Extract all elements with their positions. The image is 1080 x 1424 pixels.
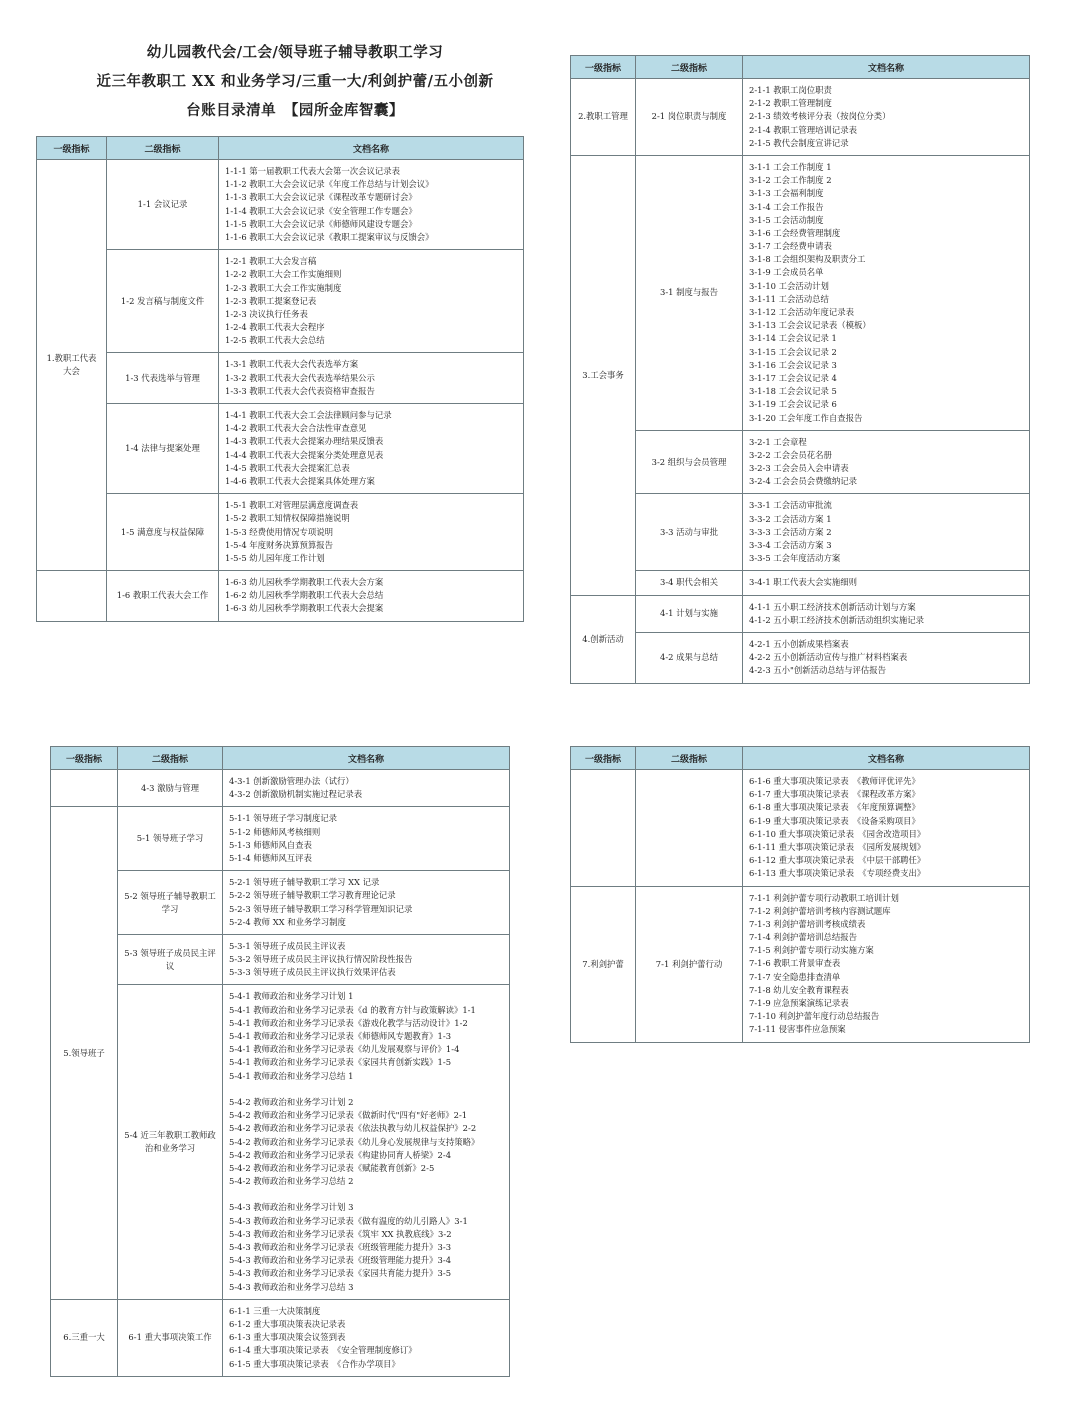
header-docs: 文档名称 (743, 747, 1030, 770)
page-2 (570, 55, 1030, 684)
level2-label: 4-2 成果与总结 (636, 632, 743, 683)
level2-label: 5-1 领导班子学习 (118, 807, 223, 871)
doc-item: 1-5-2 教职工知情权保障措施说明 (225, 513, 350, 524)
doc-item: 6-1-10 重大事项决策记录表 《园舍改造项目》 (749, 828, 926, 839)
level2-label (636, 770, 743, 887)
doc-item (229, 1188, 503, 1201)
doc-item: 1-4-3 教职工代表大会提案办理结果反馈表 (225, 436, 384, 447)
doc-item: 1-2-3 教职工大会工作实施制度 (225, 282, 342, 293)
doc-list (743, 770, 1030, 887)
doc-item: 3-1-2 工会工作制度 2 (749, 175, 832, 186)
level2-label: 3-2 组织与会员管理 (636, 430, 743, 494)
doc-item: 7-1-5 利剑护蕾专项行动实施方案 (749, 945, 874, 956)
doc-item: 4-2-2 五小创新活动宣传与推广材料档案表 (749, 652, 908, 663)
title-line-1: 幼儿园教代会/工会/领导班子辅导教职工学习 (146, 44, 444, 61)
level1-label (37, 571, 107, 622)
table-row (37, 160, 524, 250)
doc-item: 5-4-1 教师政治和业务学习计划 1 (229, 991, 354, 1002)
index-table-3 (50, 746, 510, 1377)
table-row (571, 571, 1030, 595)
level2-label: 4-3 激励与管理 (118, 770, 223, 807)
title-line-2: 近三年教职工 XX 和业务学习/三重一大/利剑护蕾/五小创新 (96, 73, 494, 90)
doc-item: 3-3-4 工会活动方案 3 (749, 540, 832, 550)
doc-item: 6-1-8 重大事项决策记录表 《年度预算调整》 (749, 802, 920, 813)
doc-item: 1-5-3 经费使用情况专项说明 (225, 526, 334, 537)
doc-list (223, 871, 510, 935)
table-row (37, 571, 524, 622)
doc-item: 3-1-17 工会会议记录 4 (749, 372, 837, 383)
doc-item: 5-3-2 领导班子成员民主评议执行情况阶段性报告 (229, 954, 413, 965)
doc-list (219, 160, 524, 250)
table-row (571, 886, 1030, 1042)
doc-item: 5-4-3 教师政治和业务学习记录表《班级管理能力提升》3-4 (229, 1255, 452, 1266)
page-1 (36, 38, 524, 622)
doc-item: 1-4-2 教职工代表大会合法性审查意见 (225, 423, 367, 434)
doc-item: 5-1-1 领导班子学习制度记录 (229, 813, 338, 824)
doc-item: 5-4-2 教师政治和业务学习记录表《做新时代"四有"好老师》2-1 (229, 1110, 468, 1121)
doc-item: 1-2-3 教职工提案登记表 (225, 295, 317, 306)
level2-label: 1-4 法律与提案处理 (107, 404, 219, 494)
doc-item: 3-2-4 工会会员会费缴纳记录 (749, 476, 858, 487)
doc-item: 4-3-2 创新激励机制实施过程记录表 (229, 789, 363, 800)
table-row (571, 155, 1030, 430)
doc-item: 3-1-13 工会会议记录表（模板） (749, 320, 871, 331)
doc-item: 5-4-2 教师政治和业务学习总结 2 (229, 1176, 354, 1187)
level1-label: 6.三重一大 (51, 1299, 118, 1376)
level2-label: 7-1 利剑护蕾行动 (636, 886, 743, 1042)
doc-item: 4-2-1 五小创新成果档案表 (749, 638, 849, 649)
doc-item: 3-1-9 工会成员名单 (749, 267, 824, 278)
doc-item: 5-4-2 教师政治和业务学习记录表《构建协同育人桥梁》2-4 (229, 1149, 452, 1160)
doc-item: 5-4-1 教师政治和业务学习总结 1 (229, 1070, 354, 1081)
doc-item: 5-4-1 教师政治和业务学习记录表《家园共育创新实践》1-5 (229, 1057, 452, 1068)
doc-item (229, 1083, 503, 1096)
doc-item: 1-1-3 教职工大会会议记录《课程改革专题研讨会》 (225, 192, 417, 203)
doc-item: 2-1-1 教职工岗位职责 (749, 85, 832, 95)
table-row (571, 430, 1030, 494)
level2-label: 6-1 重大事项决策工作 (118, 1299, 223, 1376)
doc-item: 1-3-3 教职工代表大会代表资格审查报告 (225, 385, 375, 396)
doc-item: 5-4-3 教师政治和业务学习记录表《筑牢 XX 执教底线》3-2 (229, 1228, 452, 1239)
level2-label: 1-1 会议记录 (107, 160, 219, 250)
doc-item: 5-4-3 教师政治和业务学习记录表《做有温度的幼儿引路人》3-1 (229, 1215, 468, 1226)
doc-item: 5-4-2 教师政治和业务学习记录表《赋能教育创新》2-5 (229, 1162, 435, 1173)
header-docs: 文档名称 (223, 747, 510, 770)
level1-label: 4.创新活动 (571, 595, 636, 683)
doc-item: 5-1-3 师德师风自查表 (229, 839, 312, 850)
table-row (37, 353, 524, 404)
doc-item: 1-6-2 幼儿园秋季学期教职工代表大会总结 (225, 590, 384, 601)
doc-item: 3-1-4 工会工作报告 (749, 201, 824, 212)
doc-item: 7-1-11 侵害事件应急预案 (749, 1024, 846, 1035)
doc-item: 7-1-1 利剑护蕾专项行动教职工培训计划 (749, 892, 899, 903)
table-row (37, 404, 524, 494)
doc-list (219, 494, 524, 571)
doc-item: 5-4-3 教师政治和业务学习记录表《家园共育能力提升》3-5 (229, 1268, 452, 1279)
level2-label: 5-2 领导班子辅导教职工学习 (118, 871, 223, 935)
doc-item: 7-1-6 教职工背景审查表 (749, 958, 841, 969)
doc-item: 3-2-2 工会会员花名册 (749, 449, 832, 460)
doc-list (743, 430, 1030, 494)
doc-item: 3-1-19 工会会议记录 6 (749, 399, 837, 410)
table-row (51, 770, 510, 807)
doc-item: 7-1-2 利剑护蕾培训考核内容测试题库 (749, 905, 891, 916)
index-table-4 (570, 746, 1030, 1043)
doc-item: 3-1-12 工会活动年度记录表 (749, 307, 855, 317)
doc-item: 1-3-1 教职工代表大会代表选举方案 (225, 359, 359, 370)
doc-item: 3-2-3 工会会员入会申请表 (749, 463, 849, 474)
doc-item: 3-1-8 工会组织架构及职责分工 (749, 254, 866, 265)
header-level1: 一级指标 (571, 747, 636, 770)
doc-item: 1-6-3 幼儿园秋季学期教职工代表大会方案 (225, 577, 384, 588)
doc-item: 7-1-9 应急预案演练记录表 (749, 998, 849, 1008)
doc-list (223, 1299, 510, 1376)
table-row (571, 595, 1030, 632)
table-row (51, 985, 510, 1299)
header-level2: 二级指标 (636, 747, 743, 770)
level1-label: 7.利剑护蕾 (571, 886, 636, 1042)
doc-item: 5-4-2 教师政治和业务学习记录表《幼儿身心发展规律与支持策略》 (229, 1136, 480, 1147)
doc-item: 5-1-2 师德师风考核细则 (229, 826, 321, 837)
doc-item: 1-5-1 教职工对管理层满意度调查表 (225, 500, 359, 511)
level1-label: 3.工会事务 (571, 155, 636, 595)
header-docs: 文档名称 (743, 56, 1030, 79)
doc-item: 7-1-3 利剑护蕾培训考核成绩表 (749, 918, 866, 929)
doc-item: 6-1-2 重大事项决策表决记录表 (229, 1318, 346, 1329)
doc-item: 3-1-14 工会会议记录 1 (749, 333, 837, 344)
level1-label: 1.教职工代表大会 (37, 160, 107, 571)
doc-item: 7-1-8 幼儿安全教育课程表 (749, 984, 849, 995)
doc-item: 6-1-7 重大事项决策记录表 《课程改革方案》 (749, 789, 920, 800)
doc-list (219, 571, 524, 622)
doc-item: 6-1-13 重大事项决策记录表 《专项经费支出》 (749, 868, 926, 879)
doc-item: 1-1-4 教职工大会会议记录《安全管理工作专题会》 (225, 205, 417, 216)
doc-item: 3-3-1 工会活动审批流 (749, 500, 832, 511)
doc-item: 1-2-1 教职工大会发言稿 (225, 256, 317, 267)
doc-list (223, 807, 510, 871)
doc-item: 3-1-1 工会工作制度 1 (749, 161, 832, 172)
table-row (51, 871, 510, 935)
table-row (51, 807, 510, 871)
doc-item: 5-4-1 教师政治和业务学习记录表《游戏化教学与活动设计》1-2 (229, 1017, 468, 1028)
doc-list (223, 985, 510, 1299)
header-level1: 一级指标 (571, 56, 636, 79)
doc-item: 6-1-3 重大事项决策会议签到表 (229, 1332, 346, 1343)
doc-item: 3-1-7 工会经费申请表 (749, 241, 832, 252)
doc-item: 1-6-3 幼儿园秋季学期教职工代表大会提案 (225, 603, 384, 614)
index-table-1 (36, 136, 524, 622)
doc-item: 5-4-2 教师政治和业务学习记录表《依法执教与幼儿权益保护》2-2 (229, 1123, 477, 1134)
doc-item: 3-1-11 工会活动总结 (749, 293, 829, 304)
doc-item: 3-1-15 工会会议记录 2 (749, 346, 837, 357)
doc-list (223, 934, 510, 985)
doc-item: 3-4-1 职工代表大会实施细则 (749, 577, 858, 588)
doc-item: 3-1-6 工会经费管理制度 (749, 227, 841, 238)
doc-item: 6-1-11 重大事项决策记录表 《园所发展规划》 (749, 841, 926, 852)
table-row (571, 494, 1030, 571)
index-table-2 (570, 55, 1030, 684)
doc-item: 5-4-1 教师政治和业务学习记录表《师德师风专题教育》1-3 (229, 1031, 452, 1041)
doc-list (219, 353, 524, 404)
header-level2: 二级指标 (118, 747, 223, 770)
header-docs: 文档名称 (219, 137, 524, 160)
level2-label: 5-3 领导班子成员民主评议 (118, 934, 223, 985)
doc-item: 3-1-18 工会会议记录 5 (749, 386, 837, 397)
doc-item: 2-1-4 教职工管理培训记录表 (749, 124, 858, 135)
level1-label (51, 770, 118, 807)
doc-item: 1-1-1 第一届教职工代表大会第一次会议记录表 (225, 166, 401, 176)
doc-item: 1-2-4 教职工代表大会程序 (225, 322, 325, 333)
doc-item: 1-4-4 教职工代表大会提案分类处理意见表 (225, 449, 384, 460)
doc-list (743, 632, 1030, 683)
doc-item: 5-2-1 领导班子辅导教职工学习 XX 记录 (229, 877, 380, 888)
doc-list (219, 250, 524, 353)
doc-item: 3-1-5 工会活动制度 (749, 214, 824, 225)
title-line-3: 台账目录清单 【园所金库智囊】 (186, 102, 404, 119)
table-row (51, 934, 510, 985)
doc-item: 1-2-3 决议执行任务表 (225, 308, 308, 319)
doc-item: 6-1-1 三重一大决策制度 (229, 1305, 321, 1316)
doc-item: 3-3-2 工会活动方案 1 (749, 513, 832, 524)
doc-list (219, 404, 524, 494)
doc-list (223, 770, 510, 807)
doc-item: 1-2-5 教职工代表大会总结 (225, 335, 325, 346)
doc-item: 4-2-3 五小"创新活动总结与评估报告 (749, 665, 887, 676)
doc-item: 5-4-1 教师政治和业务学习记录表《幼儿发展观察与评价》1-4 (229, 1044, 460, 1055)
doc-item: 1-1-6 教职工大会会议记录《教职工提案审议与反馈会》 (225, 231, 434, 242)
doc-item: 1-5-5 幼儿园年度工作计划 (225, 552, 325, 563)
doc-item: 5-4-3 教师政治和业务学习计划 3 (229, 1202, 354, 1213)
doc-item: 7-1-10 利剑护蕾年度行动总结报告 (749, 1011, 880, 1022)
doc-item: 5-2-2 领导班子辅导教职工学习教育理论记录 (229, 890, 396, 901)
level2-label: 3-4 职代会相关 (636, 571, 743, 595)
doc-item: 1-1-5 教职工大会会议记录《师德师风建设专题会》 (225, 218, 417, 229)
doc-list (743, 155, 1030, 430)
level1-label (571, 770, 636, 887)
header-level2: 二级指标 (107, 137, 219, 160)
doc-list (743, 79, 1030, 156)
doc-list (743, 494, 1030, 571)
table-row (51, 1299, 510, 1376)
doc-item: 5-1-4 师德师风互评表 (229, 852, 312, 863)
doc-item: 4-1-1 五小职工经济技术创新活动计划与方案 (749, 601, 916, 612)
level2-label: 1-2 发言稿与制度文件 (107, 250, 219, 353)
table-row (571, 79, 1030, 156)
level2-label: 3-3 活动与审批 (636, 494, 743, 571)
doc-item: 7-1-4 利剑护蕾培训总结报告 (749, 932, 858, 943)
doc-item: 6-1-4 重大事项决策记录表 《安全管理制度修订》 (229, 1345, 417, 1356)
table-row (571, 632, 1030, 683)
page-4 (570, 746, 1030, 1043)
table-row (571, 770, 1030, 887)
doc-item: 2-1-2 教职工管理制度 (749, 98, 832, 109)
doc-item: 5-4-2 教师政治和业务学习计划 2 (229, 1096, 354, 1107)
doc-item: 3-3-5 工会年度活动方案 (749, 553, 841, 564)
header-level1: 一级指标 (37, 137, 107, 160)
level2-label: 2-1 岗位职责与制度 (636, 79, 743, 156)
level2-label: 5-4 近三年教职工教师政治和业务学习 (118, 985, 223, 1299)
level1-label: 2.教职工管理 (571, 79, 636, 156)
doc-item: 7-1-7 安全隐患排查清单 (749, 971, 841, 982)
level2-label: 1-3 代表选举与管理 (107, 353, 219, 404)
doc-item: 5-3-1 领导班子成员民主评议表 (229, 940, 346, 951)
page-title (56, 38, 534, 125)
doc-item: 1-4-5 教职工代表大会提案汇总表 (225, 462, 350, 473)
doc-item: 1-2-2 教职工大会工作实施细则 (225, 269, 342, 280)
doc-item: 1-4-6 教职工代表大会提案具体处理方案 (225, 475, 375, 486)
header-level2: 二级指标 (636, 56, 743, 79)
doc-item: 5-4-3 教师政治和业务学习总结 3 (229, 1281, 354, 1292)
doc-item: 4-3-1 创新激励管理办法（试行） (229, 776, 354, 786)
doc-list (743, 571, 1030, 595)
doc-item: 6-1-12 重大事项决策记录表 《中层干部聘任》 (749, 855, 926, 866)
doc-item: 5-3-3 领导班子成员民主评议执行效果评估表 (229, 967, 396, 978)
doc-item: 2-1-5 教代会制度宣讲记录 (749, 137, 849, 148)
doc-item: 3-1-3 工会福利制度 (749, 188, 824, 199)
doc-item: 6-1-6 重大事项决策记录表 《教师评优评先》 (749, 776, 920, 786)
doc-item: 5-2-4 教师 XX 和业务学习制度 (229, 916, 346, 927)
doc-list (743, 595, 1030, 632)
doc-item: 3-1-16 工会会议记录 3 (749, 359, 837, 370)
page-3 (50, 746, 510, 1377)
table-row (37, 494, 524, 571)
doc-item: 4-1-2 五小职工经济技术创新活动组织实施记录 (749, 614, 925, 625)
doc-item: 5-4-1 教师政治和业务学习记录表《d 的教育方针与政策解读》1-1 (229, 1004, 476, 1015)
doc-item: 5-4-3 教师政治和业务学习记录表《班级管理能力提升》3-3 (229, 1242, 452, 1252)
doc-item: 1-3-2 教职工代表大会代表选举结果公示 (225, 372, 375, 383)
level1-label: 5.领导班子 (51, 807, 118, 1299)
level2-label: 4-1 计划与实施 (636, 595, 743, 632)
doc-item: 6-1-5 重大事项决策记录表 《合作办学项目》 (229, 1358, 400, 1369)
header-level1: 一级指标 (51, 747, 118, 770)
doc-item: 1-5-4 年度财务决算预算报告 (225, 539, 334, 550)
level2-label: 3-1 制度与报告 (636, 155, 743, 430)
level2-label: 1-6 教职工代表大会工作 (107, 571, 219, 622)
doc-list (743, 886, 1030, 1042)
doc-item: 5-2-3 领导班子辅导教职工学习科学管理知识记录 (229, 903, 413, 914)
doc-item: 3-1-20 工会年度工作自查报告 (749, 412, 863, 423)
doc-item: 3-2-1 工会章程 (749, 436, 807, 447)
doc-item: 3-3-3 工会活动方案 2 (749, 526, 832, 537)
level2-label: 1-5 满意度与权益保障 (107, 494, 219, 571)
doc-item: 6-1-9 重大事项决策记录表 《设备采购项目》 (749, 815, 920, 826)
doc-item: 2-1-3 绩效考核评分表（按岗位分类） (749, 111, 891, 122)
doc-item: 3-1-10 工会活动计划 (749, 280, 829, 291)
doc-item: 1-4-1 教职工代表大会工会法律顾问参与记录 (225, 410, 392, 420)
doc-item: 1-1-2 教职工大会会议记录《年度工作总结与计划会议》 (225, 179, 434, 190)
table-row (37, 250, 524, 353)
